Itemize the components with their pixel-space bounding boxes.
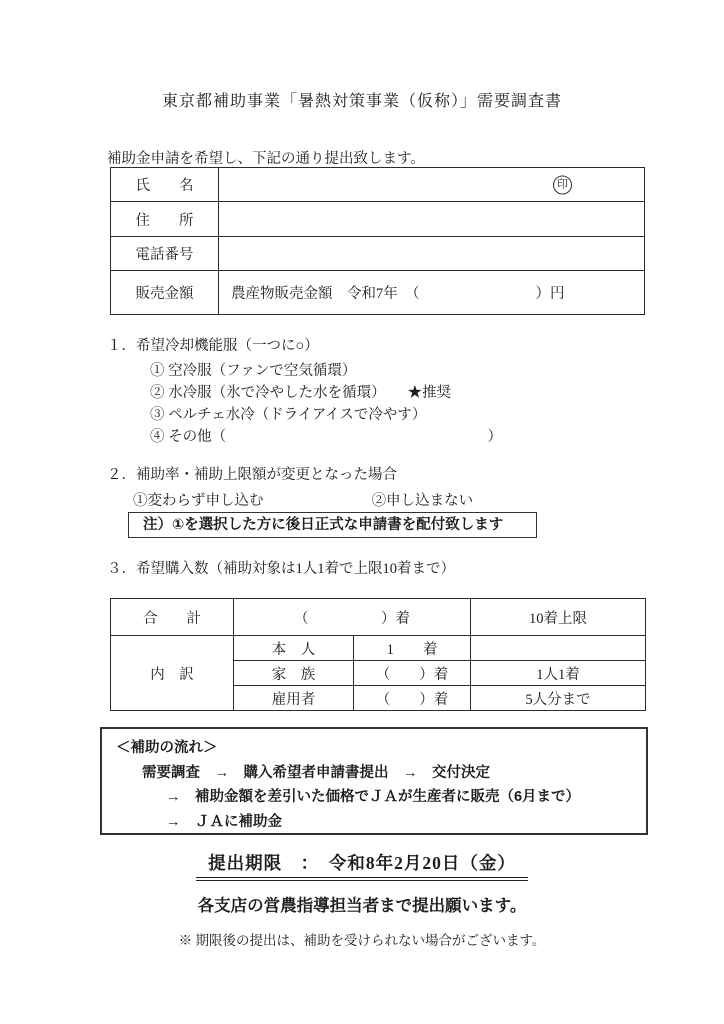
flow-line-2: → 補助金額を差引いた価格でＪＡが生産者に販売（6月まで）	[166, 789, 581, 805]
phone-field	[219, 237, 645, 271]
late-submission-note: ※ 期限後の提出は、補助を受けられない場合がございます。	[178, 933, 546, 948]
applicant-row-name	[111, 168, 645, 202]
deadline-row	[0, 850, 724, 881]
self-label: 本 人	[234, 636, 354, 661]
flow-line-3: → ＪＡに補助金	[166, 813, 282, 830]
section3-heading: ３．希望購入数（補助対象は1人1着で上限10着まで）	[107, 561, 455, 577]
total-label: 合 計	[111, 599, 234, 636]
intro-text: 補助金申請を希望し、下記の通り提出致します。	[107, 151, 425, 167]
address-label: 住 所	[111, 202, 219, 237]
page-title: 東京都補助事業「暑熱対策事業（仮称）」需要調査書	[161, 93, 562, 110]
section2-heading: ２．補助率・補助上限額が変更となった場合	[107, 467, 397, 483]
subsidy-flow-box	[100, 727, 648, 835]
sales-field: 農産物販売金額 令和7年 （ ）円	[219, 271, 645, 315]
sales-label: 販売金額	[111, 271, 219, 315]
seal-icon: 印	[553, 175, 572, 194]
cooling-option-1-label: ① 空冷服（ファンで空気循環）	[150, 362, 357, 379]
cooling-option-1	[150, 358, 502, 380]
recommended-star-note: ★推奨	[407, 384, 452, 401]
cooling-options-list	[150, 358, 502, 446]
decline-option: ②申し込まない	[371, 493, 474, 509]
breakdown-label: 内 訳	[111, 636, 234, 711]
cooling-option-3-label: ③ ペルチェ水冷（ドライアイスで冷やす）	[150, 406, 427, 423]
total-row	[111, 599, 646, 636]
name-field	[219, 168, 645, 202]
cooling-option-2-label: ② 水冷服（氷で冷やした水を循環）	[150, 384, 386, 401]
employee-value: （ ）着	[354, 686, 471, 711]
name-label: 氏 名	[111, 168, 219, 202]
purchase-table	[110, 598, 646, 711]
self-value: 1 着	[354, 636, 471, 661]
cooling-option-4-label: ④ その他（	[150, 428, 227, 445]
subsidy-change-options	[133, 489, 473, 510]
address-field	[219, 202, 645, 237]
self-note	[471, 636, 646, 661]
applicant-row-sales	[111, 271, 645, 315]
family-label: 家 族	[234, 661, 354, 686]
flow-line-1: 需要調査 → 購入希望者申請書提出 → 交付決定	[142, 764, 490, 781]
total-value: （ ）着	[234, 599, 471, 636]
flow-heading: ＜補助の流れ＞	[116, 740, 218, 756]
employee-note: 5人分まで	[471, 686, 646, 711]
applicant-table	[110, 167, 645, 315]
cooling-option-4-close-paren: ）	[487, 428, 502, 445]
family-value: （ ）着	[354, 661, 471, 686]
family-note: 1人1着	[471, 661, 646, 686]
breakdown-row-self	[111, 636, 646, 661]
notice-box: 注）①を選択した方に後日正式な申請書を配付致します	[128, 512, 537, 538]
deadline-text: 提出期限 ： 令和8年2月20日（金）	[196, 850, 528, 881]
total-note: 10着上限	[471, 599, 646, 636]
cooling-option-3	[150, 402, 502, 424]
apply-anyway-option: ①変わらず申し込む	[133, 493, 264, 509]
applicant-row-address	[111, 202, 645, 237]
submit-instruction: 各支店の営農指導担当者まで提出願います。	[197, 896, 527, 915]
employee-label: 雇用者	[234, 686, 354, 711]
applicant-row-phone	[111, 237, 645, 271]
cooling-option-4	[150, 424, 502, 446]
section1-heading: １．希望冷却機能服（一つに○）	[107, 338, 319, 354]
cooling-option-2	[150, 380, 502, 402]
phone-label: 電話番号	[111, 237, 219, 271]
